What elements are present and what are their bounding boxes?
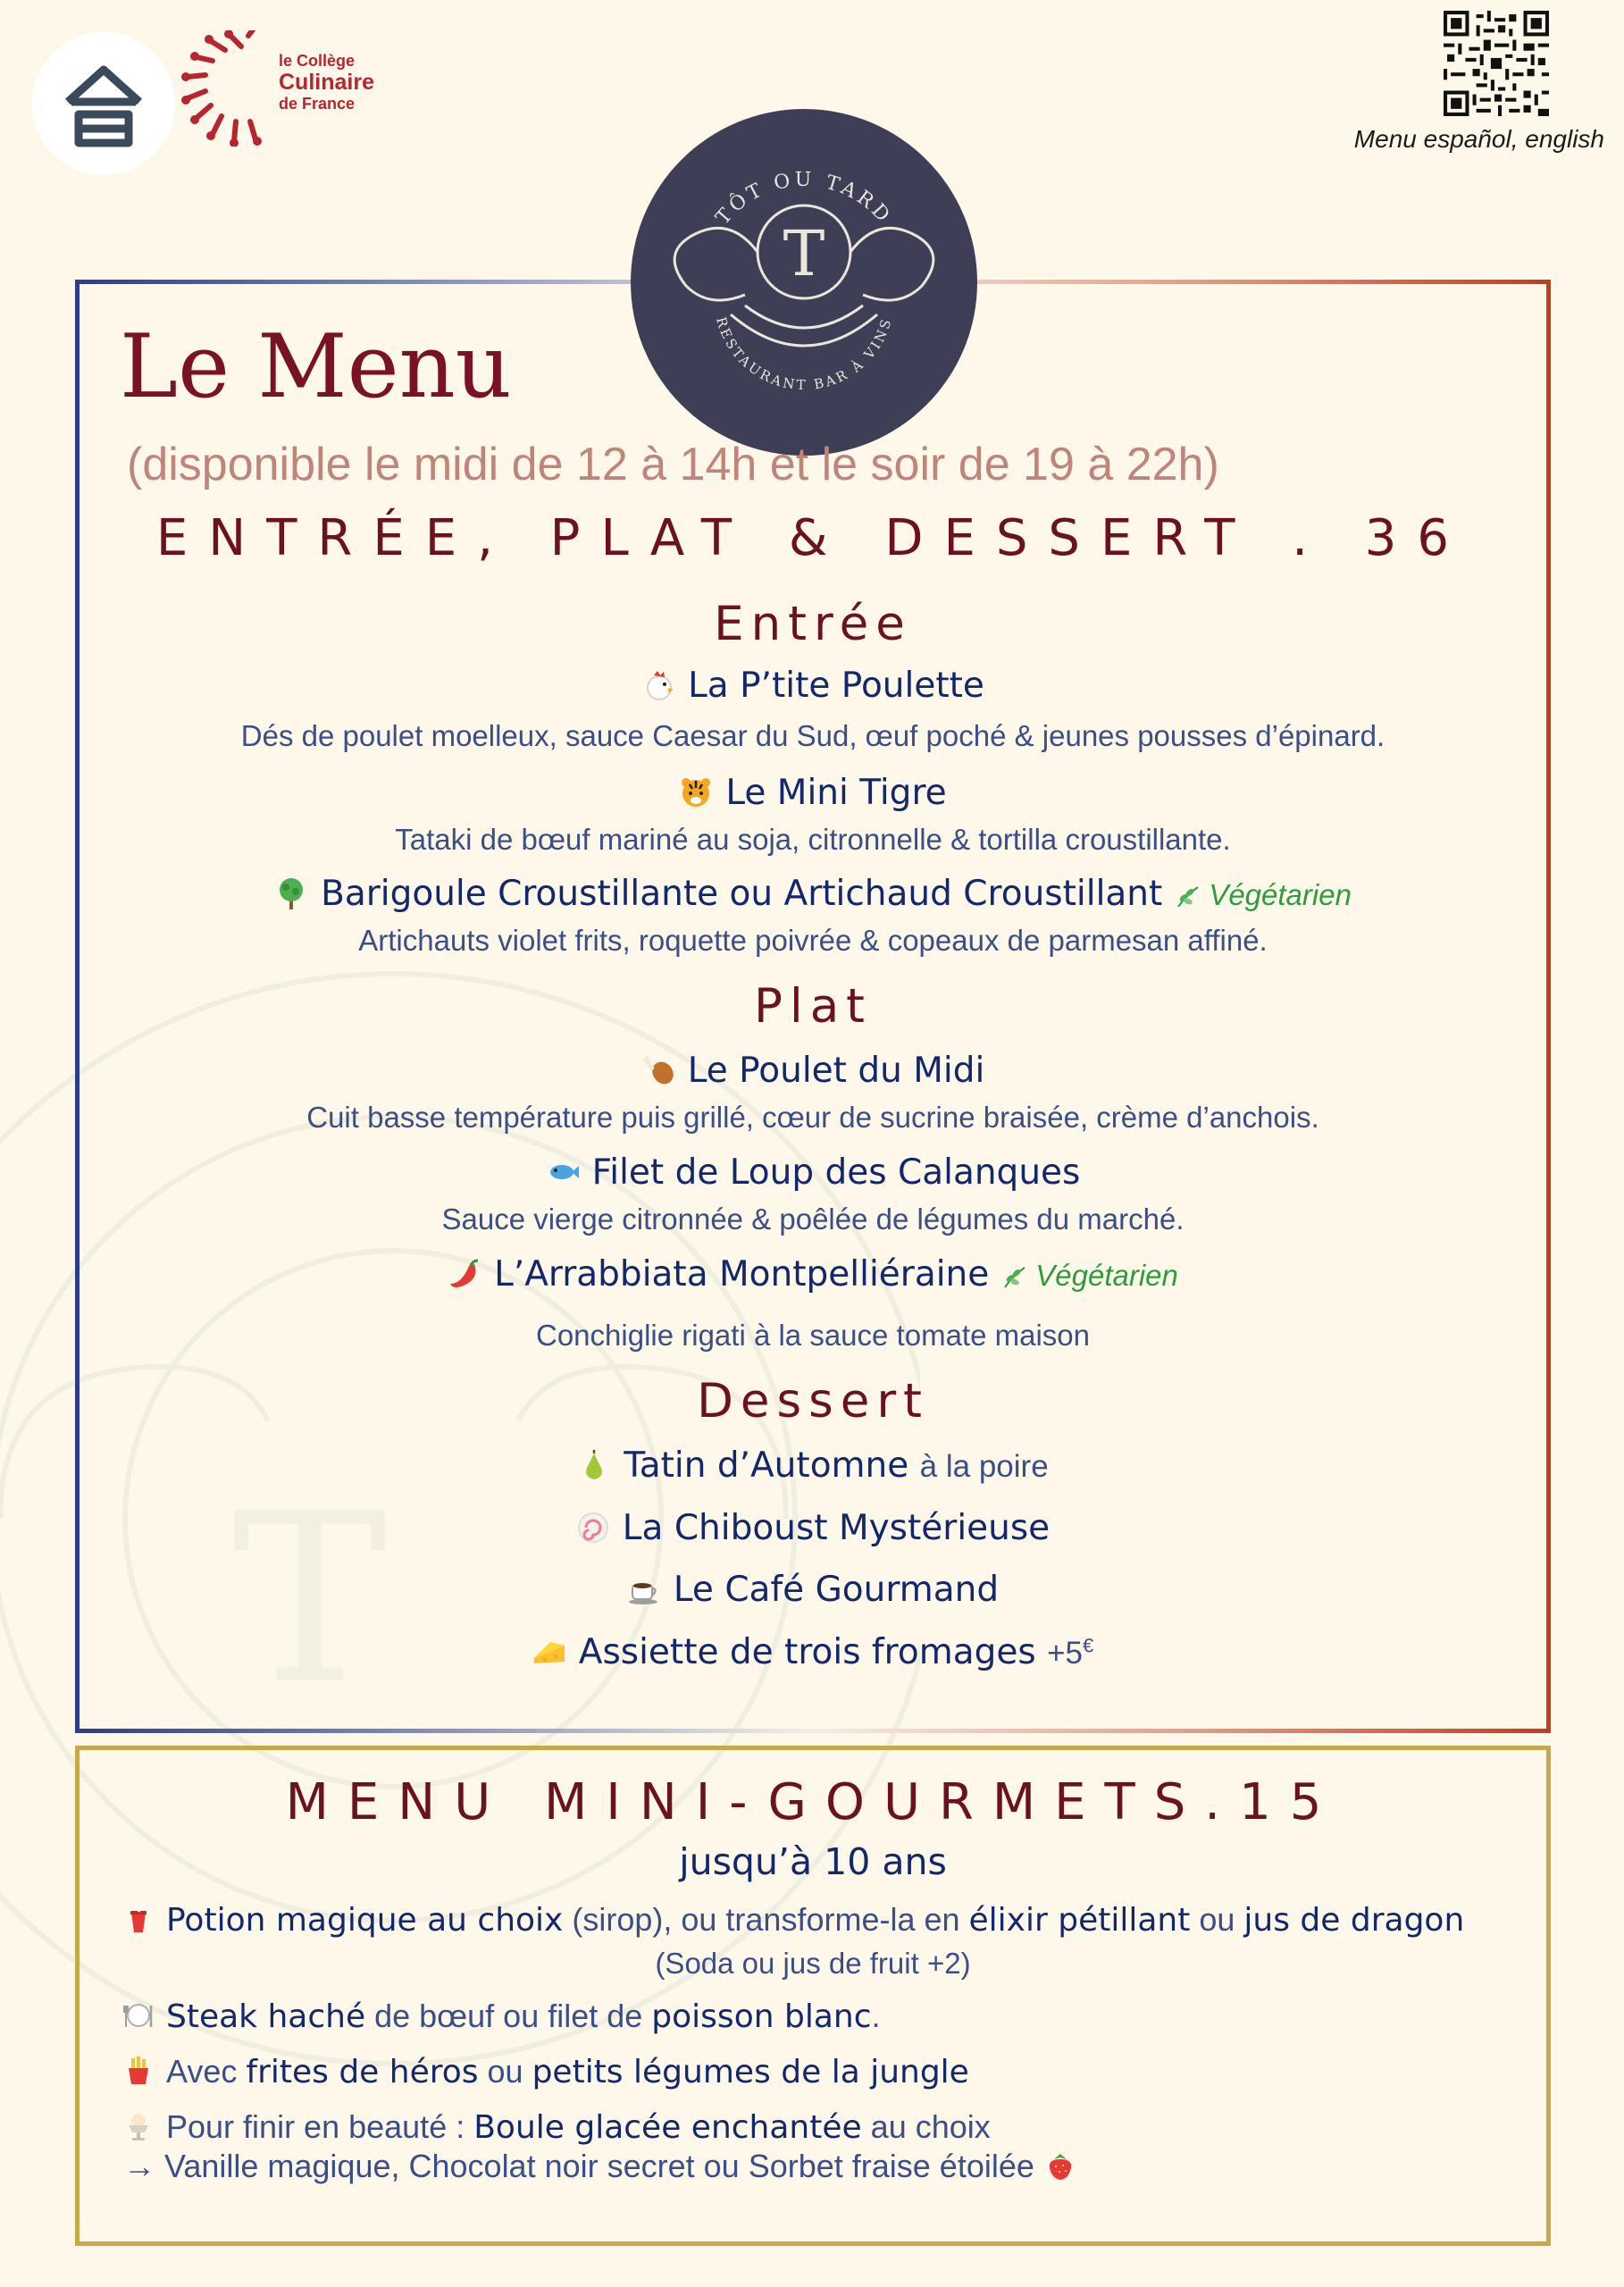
mini-main-d: . — [871, 1998, 881, 2034]
dish-name — [75, 666, 1551, 706]
dish-description: Cuit basse température puis grillé, cœur de sucrine braisée, crème d’anchois. — [306, 1101, 1319, 1134]
mini-gourmets-title: MENU MINI-GOURMETS.15 — [285, 1773, 1341, 1831]
dish-label: Barigoule Croustillante ou Artichaud Croustillant — [321, 874, 1163, 914]
dish-name — [75, 1152, 1551, 1193]
dish-label: Le Café Gourmand — [673, 1570, 1000, 1610]
dish-name — [75, 874, 1551, 914]
mini-side-b: frites de héros — [246, 2054, 479, 2090]
fishcake-icon — [576, 1511, 610, 1545]
mini-dessert-c: au choix — [861, 2108, 991, 2145]
badge-letter: T — [783, 217, 825, 290]
mini-drink-a: Potion magique au choix — [166, 1902, 564, 1939]
tree-icon — [274, 876, 308, 910]
dish-label: Filet de Loup des Calanques — [591, 1152, 1081, 1193]
dish-suffix — [1047, 1636, 1093, 1671]
mini-dessert-b: Boule glacée enchantée — [473, 2109, 862, 2146]
partner-line-3: de France — [279, 95, 356, 113]
partner-line-1: le Collège — [279, 52, 356, 70]
mini-drink-d: ou — [1190, 1901, 1244, 1938]
mini-main-line — [123, 1998, 881, 2035]
mini-flavours: → Vanille magique, Chocolat noir secret ou Sorbet fraise étoilée — [123, 2148, 1034, 2184]
mini-gourmets-age: jusqu’à 10 ans — [679, 1840, 947, 1883]
dish-name — [75, 1508, 1551, 1548]
dish-label: Le Poulet du Midi — [687, 1051, 985, 1091]
menu-title: Le Menu — [120, 316, 512, 418]
chili-icon — [448, 1257, 481, 1291]
drumstick-icon — [641, 1053, 675, 1087]
qr-code[interactable] — [1444, 11, 1549, 116]
currency-symbol: € — [1082, 1634, 1094, 1657]
mini-drink-c: élixir pétillant — [968, 1902, 1191, 1939]
mini-flavours-line — [123, 2148, 1076, 2185]
badge-bottom-text: RESTAURANT BAR À VINS — [713, 314, 895, 394]
dish-label: Assiette de trois fromages — [578, 1632, 1036, 1672]
mini-side-a: Avec — [166, 2053, 247, 2090]
mini-drink-e: jus de dragon — [1243, 1902, 1465, 1939]
fish-icon — [546, 1155, 580, 1189]
tiger-icon — [679, 775, 713, 809]
dish-name — [75, 1445, 1551, 1486]
dish-description: Artichauts violet frits, roquette poivrée & copeaux de parmesan affiné. — [358, 924, 1268, 957]
mini-drink-line — [123, 1901, 1464, 1939]
dish-label: L’Arrabbiata Montpelliéraine — [494, 1254, 990, 1294]
strawberry-icon — [1045, 2150, 1076, 2181]
house-icon — [32, 32, 175, 175]
dish-label: Le Mini Tigre — [725, 773, 947, 813]
dish-name — [75, 1570, 1551, 1610]
course-heading-plat: Plat — [754, 979, 872, 1034]
college-culinaire-mark — [179, 30, 277, 147]
dish-name — [75, 773, 1551, 813]
vegetarian-tag — [1001, 1259, 1178, 1292]
vegetarian-label: Végétarien — [1035, 1259, 1178, 1292]
badge-top-text: TÔT OU TARD — [711, 168, 897, 230]
coffee-icon — [627, 1572, 661, 1606]
herb-icon — [1175, 884, 1201, 909]
mini-main-b: de bœuf ou filet de — [365, 1998, 652, 2034]
fries-icon — [123, 2056, 154, 2086]
mini-side-line — [123, 2053, 969, 2090]
dish-description: Conchiglie rigati à la sauce tomate maison — [536, 1319, 1090, 1352]
dish-label: La P’tite Poulette — [688, 666, 984, 706]
mini-drink-b: (sirop), ou transforme-la en — [563, 1901, 969, 1938]
dish-name — [75, 1051, 1551, 1091]
cheese-icon — [532, 1635, 566, 1669]
fork-knife-plate-icon — [123, 2000, 154, 2031]
svg-text:T: T — [232, 1465, 388, 1735]
supplement-price: +5 — [1047, 1636, 1083, 1671]
college-culinaire-text — [279, 50, 374, 114]
mini-main-c: poisson blanc — [651, 1998, 872, 2035]
menu-formula: ENTRÉE, PLAT & DESSERT . 36 — [155, 509, 1470, 567]
dish-label: La Chiboust Mystérieuse — [622, 1508, 1051, 1548]
home-logo — [32, 32, 175, 175]
mini-dessert-line — [123, 2108, 991, 2146]
dish-name — [75, 1632, 1551, 1672]
course-heading-dessert: Dessert — [697, 1374, 929, 1428]
ice-cream-cup-icon — [123, 2111, 154, 2141]
dish-name — [75, 1254, 1551, 1294]
restaurant-badge — [631, 109, 977, 456]
vegetarian-label: Végétarien — [1209, 878, 1352, 911]
qr-caption: Menu español, english — [1353, 125, 1604, 153]
mini-dessert-a: Pour finir en beauté : — [166, 2108, 474, 2145]
chicken-icon — [641, 668, 675, 702]
dish-description: Sauce vierge citronnée & poêlée de légumes du marché. — [441, 1202, 1185, 1236]
cup-with-straw-icon — [123, 1904, 154, 1934]
mini-drink-note: (Soda ou jus de fruit +2) — [655, 1947, 971, 1980]
dish-label: Tatin d’Automne — [624, 1445, 909, 1486]
vegetarian-tag — [1175, 878, 1352, 911]
pear-icon — [577, 1448, 611, 1482]
herb-icon — [1001, 1264, 1028, 1289]
mini-side-d: petits légumes de la jungle — [532, 2054, 969, 2090]
dish-description: Dés de poulet moelleux, sauce Caesar du Sud, œuf poché & jeunes pousses d’épinard. — [240, 719, 1385, 752]
dish-suffix: à la poire — [919, 1449, 1049, 1484]
mini-main-a: Steak haché — [166, 1998, 366, 2035]
mini-side-c: ou — [478, 2053, 532, 2090]
menu-hours: (disponible le midi de 12 à 14h et le soir de 19 à 22h) — [127, 439, 1219, 490]
dish-description: Tataki de bœuf mariné au soja, citronnelle & tortilla croustillante. — [395, 823, 1231, 856]
partner-line-2: Culinaire — [279, 70, 374, 95]
course-heading-entree: Entrée — [714, 597, 912, 651]
